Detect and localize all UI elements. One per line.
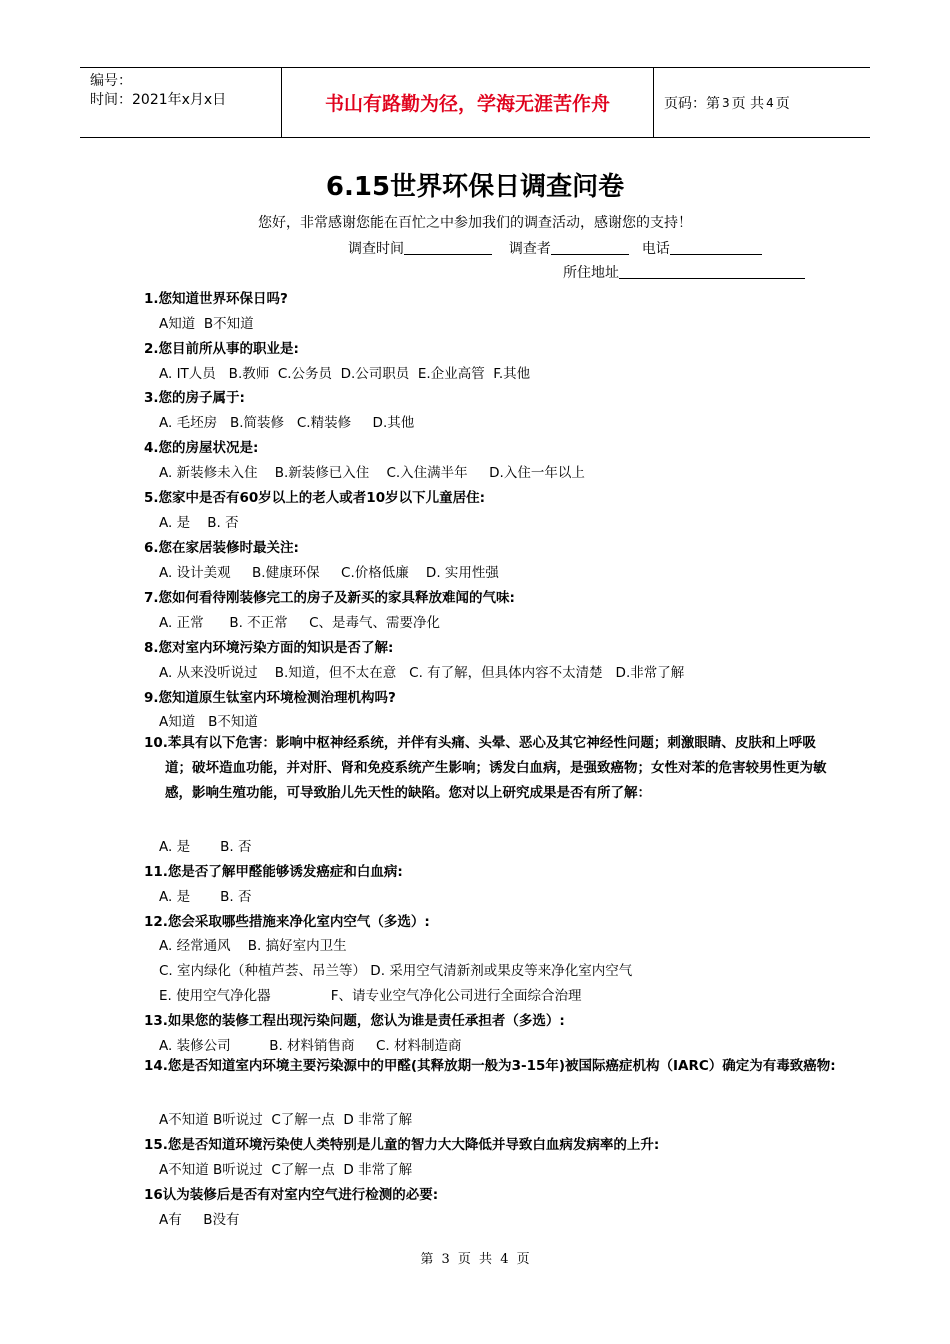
number-label: 编号： — [90, 73, 132, 89]
page-mid: 页 共 — [731, 95, 765, 112]
question-4: 4.您的房屋状况是: — [144, 440, 259, 456]
question-13: 13.如果您的装修工程出现污染问题，您认为谁是责任承担者（多选）: — [144, 1013, 565, 1029]
answer-5[interactable]: A. 是 B. 否 — [159, 515, 239, 531]
question-11: 11.您是否了解甲醛能够诱发癌症和白血病: — [144, 864, 403, 880]
page-footer — [0, 1248, 950, 1267]
page-prefix: 页码：第 — [664, 95, 720, 112]
question-16: 16认为装修后是否有对室内空气进行检测的必要: — [144, 1187, 439, 1203]
page-title: 6.15世界环保日调查问卷 — [325, 172, 625, 202]
question-8: 8.您对室内环境污染方面的知识是否了解: — [144, 640, 394, 656]
answer-2[interactable]: A. IT人员 B.教师 C.公务员 D.公司职员 E.企业高管 F.其他 — [159, 366, 531, 382]
answer-11[interactable]: A. 是 B. 否 — [159, 889, 252, 905]
question-12: 12.您会采取哪些措施来净化室内空气（多选）: — [144, 914, 430, 930]
footer-prefix: 第 — [420, 1252, 434, 1267]
answer-12b[interactable]: C. 室内绿化（种植芦荟、吊兰等） D. 采用空气清新剂或果皮等来净化室内空气 — [159, 963, 633, 979]
time-label: 时间：2021年x月x日 — [90, 92, 227, 108]
header-table — [80, 67, 870, 138]
survey-address — [563, 262, 805, 282]
field-address-label: 所住地址 — [563, 265, 619, 281]
page-suffix: 页 — [775, 95, 790, 112]
header-page-info — [654, 68, 870, 137]
field-investigator-blank[interactable] — [551, 240, 629, 255]
answer-1[interactable]: A知道 B不知道 — [159, 316, 254, 332]
answer-16[interactable]: A有 B没有 — [159, 1212, 240, 1228]
answer-9[interactable]: A知道 B不知道 — [159, 714, 258, 730]
survey-fields — [348, 238, 762, 258]
footer-page-total: 4 — [500, 1252, 509, 1267]
answer-15[interactable]: A不知道 B听说过 C了解一点 D 非常了解 — [159, 1162, 413, 1178]
page-total: 4 — [766, 95, 774, 110]
footer-page-number: 3 — [441, 1252, 450, 1267]
question-5: 5.您家中是否有60岁以上的老人或者10岁以下儿童居住: — [144, 490, 485, 506]
answer-6[interactable]: A. 设计美观 B.健康环保 C.价格低廉 D. 实用性强 — [159, 565, 499, 581]
question-2: 2.您目前所从事的职业是: — [144, 341, 299, 357]
question-9: 9.您知道原生钛室内环境检测治理机构吗? — [144, 690, 396, 706]
answer-12c[interactable]: E. 使用空气净化器 F、请专业空气净化公司进行全面综合治理 — [159, 988, 582, 1004]
greeting: 您好，非常感谢您能在百忙之中参加我们的调查活动，感谢您的支持！ — [258, 215, 692, 231]
field-address-blank[interactable] — [619, 264, 805, 279]
answer-3[interactable]: A. 毛坯房 B.简装修 C.精装修 D.其他 — [159, 415, 415, 431]
page-number: 3 — [722, 95, 730, 110]
question-14: 14.您是否知道室内环境主要污染源中的甲醛(其释放期一般为3-15年)被国际癌症机构（IARC）确定为有毒致癌物: — [144, 1058, 836, 1074]
answer-14[interactable]: A不知道 B听说过 C了解一点 D 非常了解 — [159, 1112, 413, 1128]
question-1: 1.您知道世界环保日吗? — [144, 291, 288, 307]
header-motto: 书山有路勤为径，学海无涯苦作舟 — [281, 68, 654, 137]
answer-4[interactable]: A. 新装修未入住 B.新装修已入住 C.入住满半年 D.入住一年以上 — [159, 465, 585, 481]
field-phone-blank[interactable] — [670, 240, 762, 255]
question-3: 3.您的房子属于: — [144, 390, 245, 406]
footer-suffix: 页 — [516, 1252, 530, 1267]
answer-7[interactable]: A. 正常 B. 不正常 C、是毒气、需要净化 — [159, 615, 441, 631]
header-meta — [80, 68, 281, 137]
field-time-label: 调查时间 — [348, 241, 404, 257]
question-10: 10.苯具有以下危害：影响中枢神经系统，并伴有头痛、头晕、恶心及其它神经性问题；刺激眼睛、皮肤和上呼吸道；破坏造血功能，并对肝、肾和免疫系统产生影响；诱发白血病，是强致癌物；女性对苯的危害较男性更为敏感，影响生殖功能，可导致胎儿先天性的缺陷。您对以上研究成果是否有所了解： — [144, 735, 827, 801]
question-15: 15.您是否知道环境污染使人类特别是儿童的智力大大降低并导致白血病发病率的上升: — [144, 1137, 660, 1153]
question-6: 6.您在家居装修时最关注: — [144, 540, 299, 556]
answer-13[interactable]: A. 装修公司 B. 材料销售商 C. 材料制造商 — [159, 1038, 462, 1054]
footer-mid: 页 共 — [457, 1252, 493, 1267]
field-time-blank[interactable] — [404, 240, 492, 255]
field-phone-label: 电话 — [641, 241, 670, 257]
answer-12a[interactable]: A. 经常通风 B. 搞好室内卫生 — [159, 938, 347, 954]
answer-10[interactable]: A. 是 B. 否 — [159, 839, 252, 855]
field-investigator-label: 调查者 — [508, 241, 551, 257]
answer-8[interactable]: A. 从来没听说过 B.知道，但不太在意 C. 有了解，但具体内容不太清楚 D.非常了解 — [159, 665, 685, 681]
question-7: 7.您如何看待刚装修完工的房子及新买的家具释放难闻的气味: — [144, 590, 515, 606]
